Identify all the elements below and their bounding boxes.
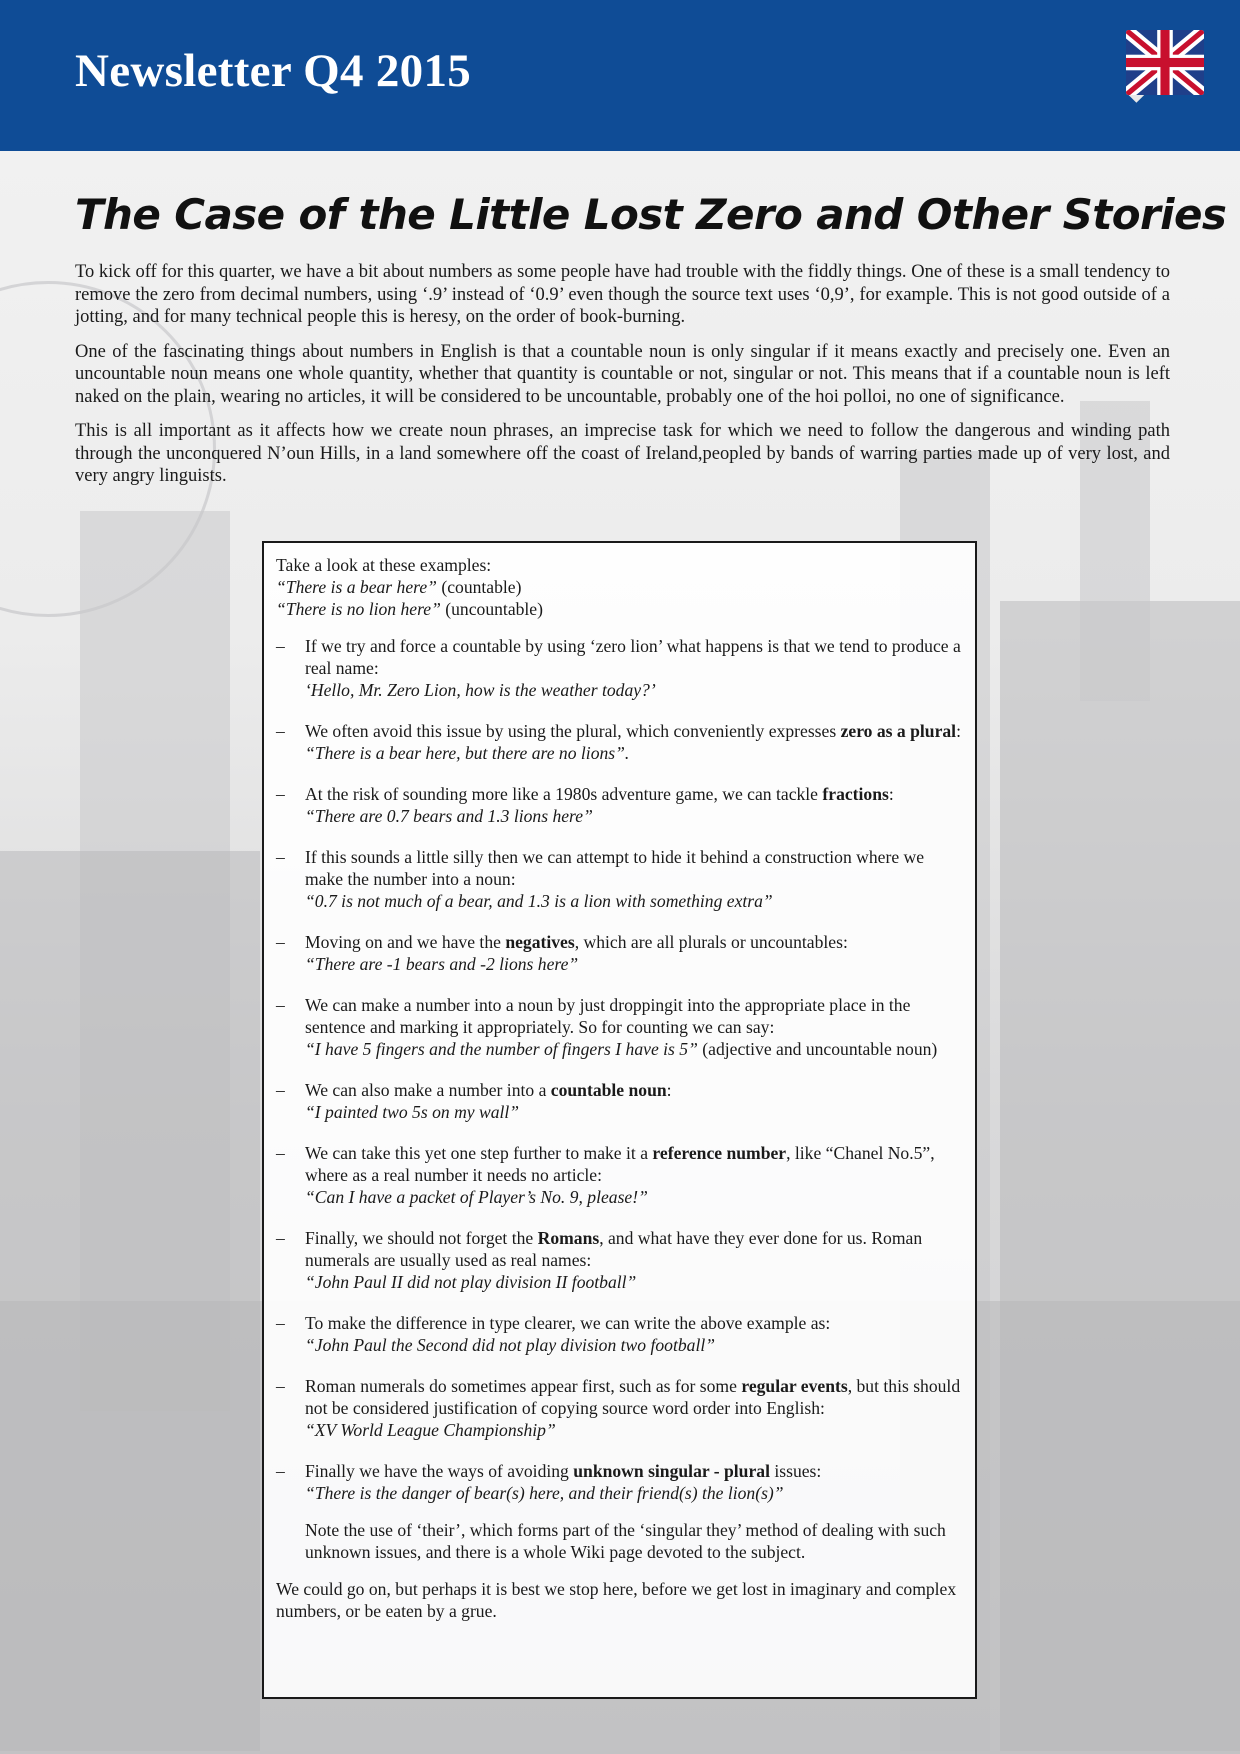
example-uncountable: “There is no lion here” (uncountable) bbox=[276, 599, 543, 619]
examples-box bbox=[262, 541, 977, 1699]
list-item: – At the risk of sounding more like a 1980s adventure game, we can tackle fractions: “There are 0.7 bears and 1.3 lions here” bbox=[276, 784, 894, 826]
paragraph: To kick off for this quarter, we have a bit about numbers as some people have had trouble with the fiddly things. One of these is a small tendency to remove the zero from decimal numbers, using ‘.9’ instead of ‘0.9’ even though the source text uses ‘0,9’, for example. This is not good outside of a jotting, and for many technical people this is heresy, on the order of book-burning. bbox=[75, 262, 1170, 327]
example-countable: “There is a bear here” (countable) bbox=[276, 577, 522, 597]
article-intro bbox=[75, 261, 1170, 500]
closing-text: We could go on, but perhaps it is best we stop here, before we get lost in imaginary and complex numbers, or be eaten by a grue. bbox=[276, 1579, 957, 1621]
paragraph: One of the fascinating things about numbers in English is that a countable noun is only singular if it means exactly and precisely one. Even an uncountable noun means one whole quantity, whether that quantity is countable or not, singular or not. This means that if a countable noun is left naked on the plain, wearing no articles, it will be considered to be uncountable, probably one of the hoi polloi, no one of significance. bbox=[75, 341, 1170, 407]
paragraph: This is all important as it affects how we create noun phrases, an imprecise task for which we need to follow the dangerous and winding path through the unconquered N’oun Hills, in a land somewhere off the coast of Ireland,peopled by bands of warring parties made up of very lost, and very angry linguists. bbox=[75, 421, 1170, 486]
newsletter-title: Newsletter Q4 2015 bbox=[75, 45, 472, 97]
examples-intro bbox=[276, 554, 965, 620]
article-title: The Case of the Little Lost Zero and Other Stories bbox=[75, 190, 1227, 239]
newsletter-header bbox=[0, 0, 1240, 151]
examples-list bbox=[276, 635, 965, 1504]
list-item: – Moving on and we have the negatives, which are all plurals or uncountables: “There are -1 bears and -2 lions here” bbox=[276, 932, 848, 974]
list-item: – We can take this yet one step further to make it a reference number, like “Chanel No.5”, where as a real number it needs no article: “Can I have a packet of Player’s No. 9, please!” bbox=[276, 1143, 935, 1207]
examples-heading: Take a look at these examples: bbox=[276, 555, 492, 575]
list-item: – Finally we have the ways of avoiding unknown singular - plural issues: “There is the danger of bear(s) here, and their friend(s) the lion(s)” bbox=[276, 1461, 822, 1503]
list-item: – Roman numerals do sometimes appear first, such as for some regular events, but this should not be considered justification of copying source word order into English: “XV World League Championship” bbox=[276, 1376, 961, 1440]
uk-flag-icon bbox=[1126, 30, 1204, 108]
list-item: – If we try and force a countable by using ‘zero lion’ what happens is that we tend to produce a real name: ‘Hello, Mr. Zero Lion, how is the weather today?’ bbox=[276, 636, 961, 700]
singular-they-note: Note the use of ‘their’, which forms part of the ‘singular they’ method of dealing with such unknown issues, and there is a whole Wiki page devoted to the subject. bbox=[305, 1520, 946, 1562]
list-item: – Finally, we should not forget the Romans, and what have they ever done for us. Roman numerals are usually used as real names: “John Paul II did not play division II football” bbox=[276, 1228, 923, 1292]
list-item: – We can also make a number into a countable noun: “I painted two 5s on my wall” bbox=[276, 1080, 672, 1122]
list-item: – If this sounds a little silly then we can attempt to hide it behind a construction where we make the number into a noun: “0.7 is not much of a bear, and 1.3 is a lion with something extra” bbox=[276, 847, 925, 911]
list-item: – We often avoid this issue by using the plural, which conveniently expresses zero as a plural: “There is a bear here, but there are no lions”. bbox=[276, 721, 961, 763]
list-item: – To make the difference in type clearer, we can write the above example as: “John Paul the Second did not play division two football” bbox=[276, 1313, 831, 1355]
list-item: – We can make a number into a noun by just droppingit into the appropriate place in the sentence and marking it appropriately. So for counting we can say: “I have 5 fingers and the number of fingers I have is 5” (adjective and uncountable noun) bbox=[276, 995, 938, 1059]
